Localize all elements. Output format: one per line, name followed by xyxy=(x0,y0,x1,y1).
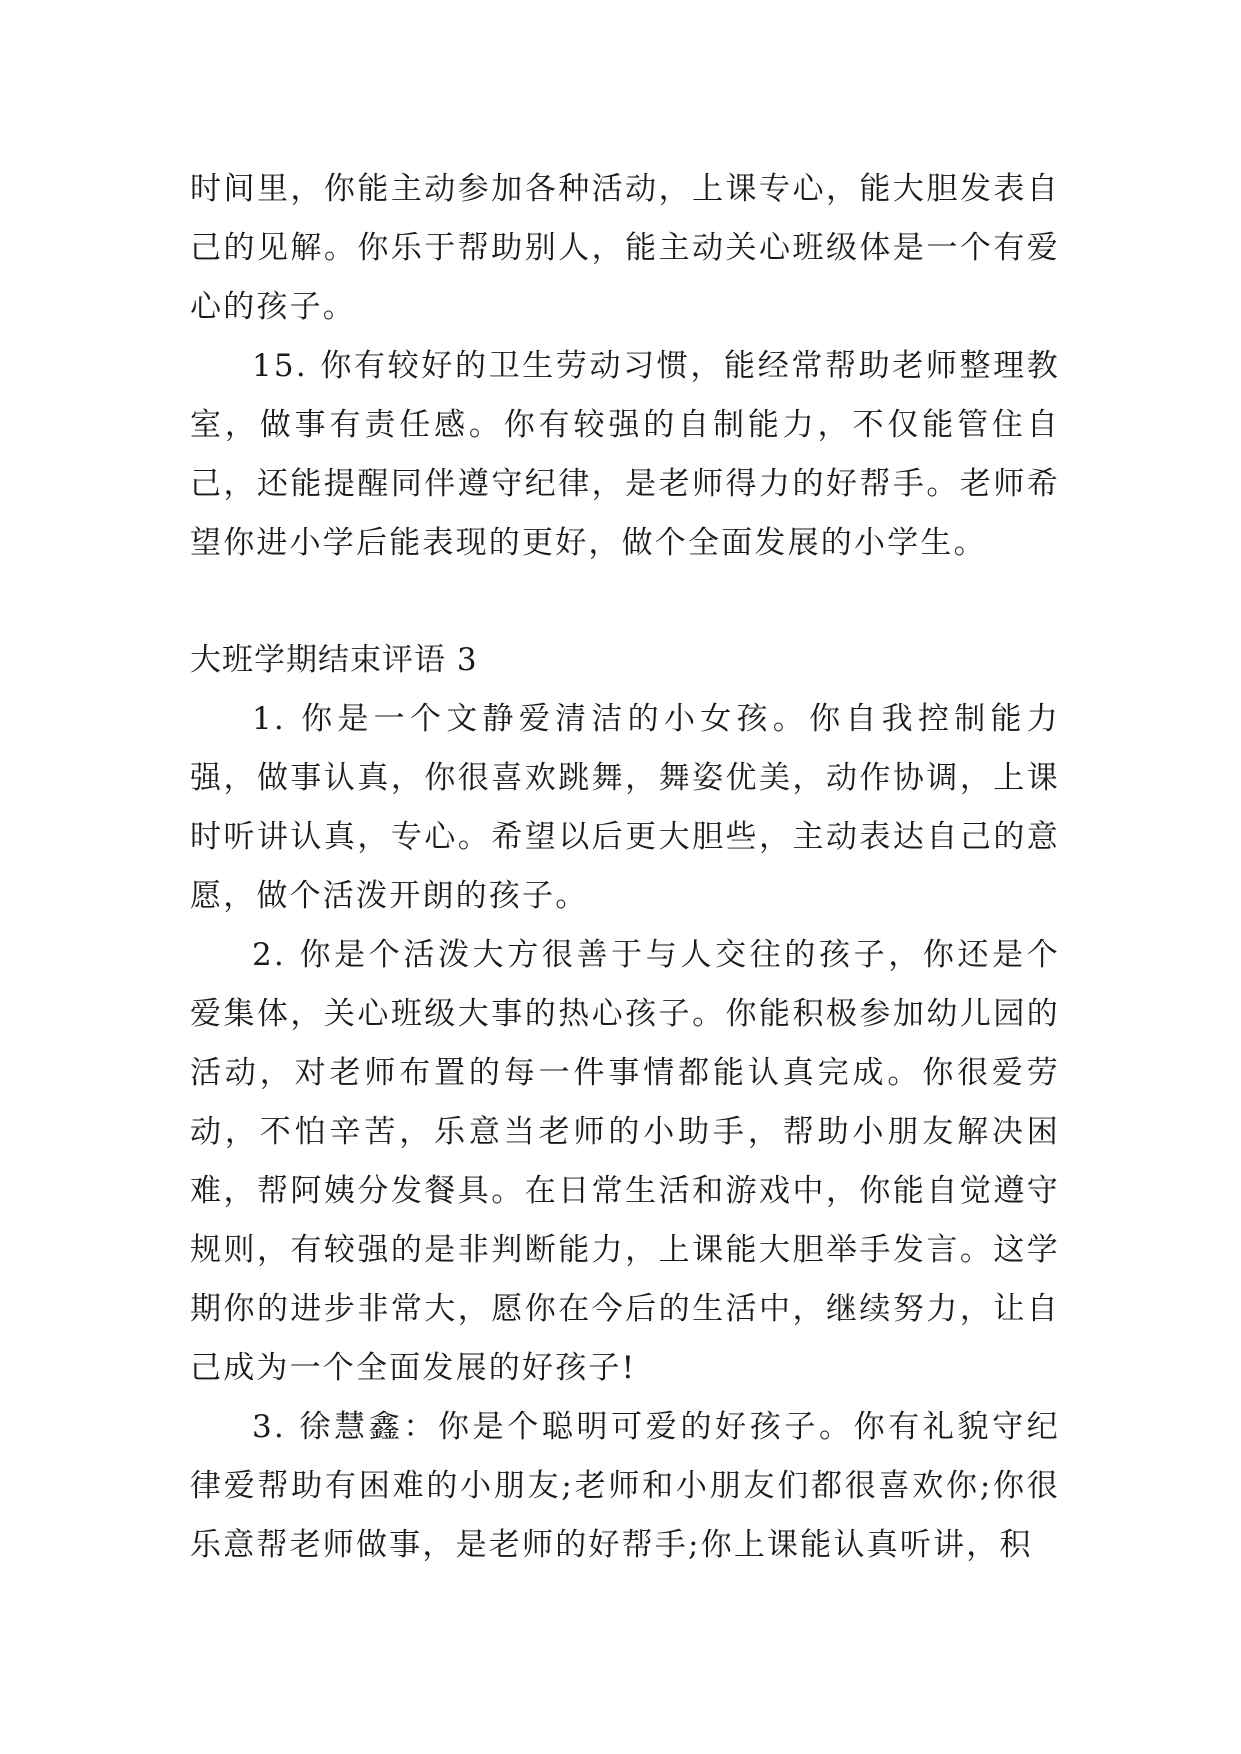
paragraph-item-15: 15. 你有较好的卫生劳动习惯，能经常帮助老师整理教室，做事有责任感。你有较强的自制能力，不仅能管住自己，还能提醒同伴遵守纪律，是老师得力的好帮手。老师希望你进小学后能表现的更好，做个全面发展的小学生。 xyxy=(190,348,1060,561)
paragraph-item-1: 1. 你是一个文静爱清洁的小女孩。你自我控制能力强，做事认真，你很喜欢跳舞，舞姿优美，动作协调，上课时听讲认真，专心。希望以后更大胆些，主动表达自己的意愿，做个活泼开朗的孩子。 xyxy=(190,701,1060,914)
paragraph-item-3: 3. 徐慧鑫：你是个聪明可爱的好孩子。你有礼貌守纪律爱帮助有困难的小朋友;老师和小朋友们都很喜欢你;你很乐意帮老师做事，是老师的好帮手;你上课能认真听讲，积 xyxy=(190,1409,1060,1563)
paragraph-item-2: 2. 你是个活泼大方很善于与人交往的孩子，你还是个爱集体，关心班级大事的热心孩子。你能积极参加幼儿园的活动，对老师布置的每一件事情都能认真完成。你很爱劳动，不怕辛苦，乐意当老师的小助手，帮助小朋友解决困难，帮阿姨分发餐具。在日常生活和游戏中，你能自觉遵守规则，有较强的是非判断能力，上课能大胆举手发言。这学期你的进步非常大，愿你在今后的生活中，继续努力，让自己成为一个全面发展的好孩子! xyxy=(190,937,1060,1386)
document-body xyxy=(190,160,1060,1575)
paragraph-continuation: 时间里，你能主动参加各种活动，上课专心，能大胆发表自己的见解。你乐于帮助别人，能主动关心班级体是一个有爱心的孩子。 xyxy=(190,171,1060,325)
section-heading: 大班学期结束评语 3 xyxy=(190,642,478,678)
section-gap xyxy=(190,573,1060,631)
